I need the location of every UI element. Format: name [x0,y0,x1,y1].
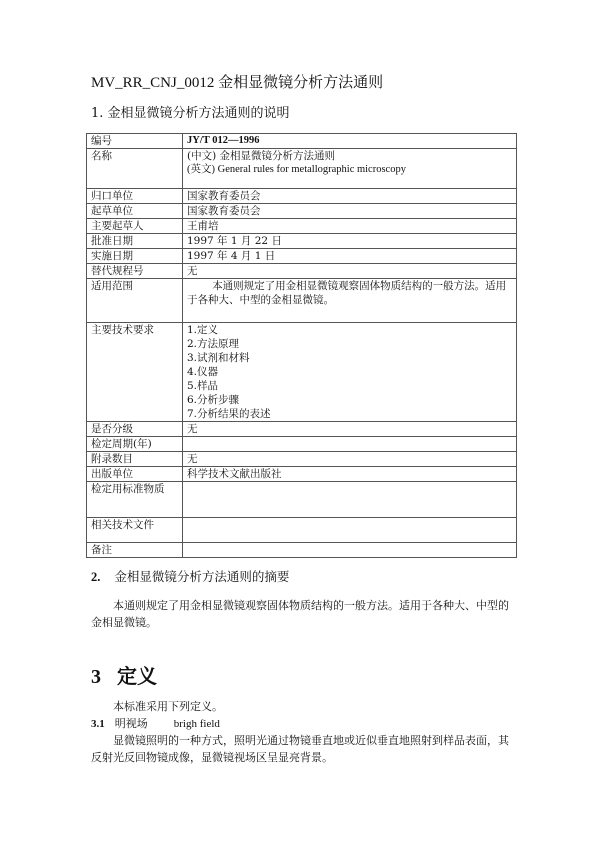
table-row [87,422,517,437]
row-value [183,482,517,518]
row-label: 适用范围 [87,279,183,323]
row-value [183,323,517,422]
row-label: 检定周期(年) [87,437,183,452]
row-value [183,437,517,452]
row-value: 1997 年 1 月 22 日 [183,234,517,249]
row-label: 主要技术要求 [87,323,183,422]
row-label: 批准日期 [87,234,183,249]
name-zh: (中文) 金相显微镜分析方法通则 [187,150,336,162]
table-row [87,219,517,234]
row-label: 相关技术文件 [87,518,183,543]
requirement-item: 5.样品 [187,380,219,392]
table-row [87,264,517,279]
section-3-heading [91,660,157,689]
table-row [87,149,517,189]
table-row [87,323,517,422]
row-label: 实施日期 [87,249,183,264]
table-row [87,204,517,219]
requirement-item: 1.定义 [187,324,219,336]
row-value: 国家教育委员会 [183,204,517,219]
document-title: MV_RR_CNJ_0012 金相显微镜分析方法通则 [91,75,384,91]
section-2-heading [91,567,289,585]
row-value: 本通则规定了用金相显微镜观察固体物质结构的一般方法。适用于各种大、中型的金相显微镜。 [183,279,517,323]
name-en: (英文) General rules for metallographic microscopy [187,164,406,175]
definition-3-1-body: 显微镜照明的一种方式，照明光通过物镜垂直地或近似垂直地照射到样品表面，其反射光反回物镜成像，显微镜视场区呈显亮背景。 [91,734,509,764]
row-label: 出版单位 [87,467,183,482]
definition-3-1 [91,715,220,731]
table-row [87,249,517,264]
table-row [87,437,517,452]
section-title: 金相显微镜分析方法通则的摘要 [114,569,290,584]
info-table [86,133,517,558]
table-row [87,234,517,249]
definition-term-zh: 明视场 [114,717,148,730]
row-value: 国家教育委员会 [183,189,517,204]
section-number: 3 [91,666,101,688]
section-title: 定义 [117,664,157,688]
section-2-body: 本通则规定了用金相显微镜观察固体物质结构的一般方法。适用于各种大、中型的金相显微镜。 [91,599,509,629]
row-value: 无 [183,264,517,279]
row-label: 编号 [87,134,183,149]
row-value: 无 [183,422,517,437]
definition-number: 3.1 [91,718,105,730]
requirement-item: 6.分析步骤 [187,394,240,406]
row-label: 检定用标准物质 [87,482,183,518]
section-1-heading: 1. 金相显微镜分析方法通则的说明 [91,106,290,121]
requirement-item: 7.分析结果的表述 [187,408,271,420]
row-value [183,149,517,189]
row-label: 附录数目 [87,452,183,467]
table-row [87,467,517,482]
row-label: 是否分级 [87,422,183,437]
table-row [87,134,517,149]
table-row [87,543,517,558]
definition-term-en: brigh field [173,718,220,730]
table-row [87,189,517,204]
requirement-item: 2.方法原理 [187,338,240,350]
requirement-item: 3.试剂和材料 [187,352,250,364]
row-label: 名称 [87,149,183,189]
row-value: JY/T 012—1996 [183,134,517,149]
row-label: 归口单位 [87,189,183,204]
requirement-item: 4.仪器 [187,366,219,378]
row-value: 无 [183,452,517,467]
row-value [183,543,517,558]
row-value [183,518,517,543]
row-value: 科学技术文献出版社 [183,467,517,482]
row-label: 备注 [87,543,183,558]
table-row [87,518,517,543]
row-label: 主要起草人 [87,219,183,234]
table-row [87,279,517,323]
section-3-intro: 本标准采用下列定义。 [113,700,223,713]
row-label: 起草单位 [87,204,183,219]
row-value: 1997 年 4 月 1 日 [183,249,517,264]
section-number: 2. [91,570,101,584]
row-label: 替代规程号 [87,264,183,279]
table-row [87,482,517,518]
table-row [87,452,517,467]
row-value: 王甫培 [183,219,517,234]
